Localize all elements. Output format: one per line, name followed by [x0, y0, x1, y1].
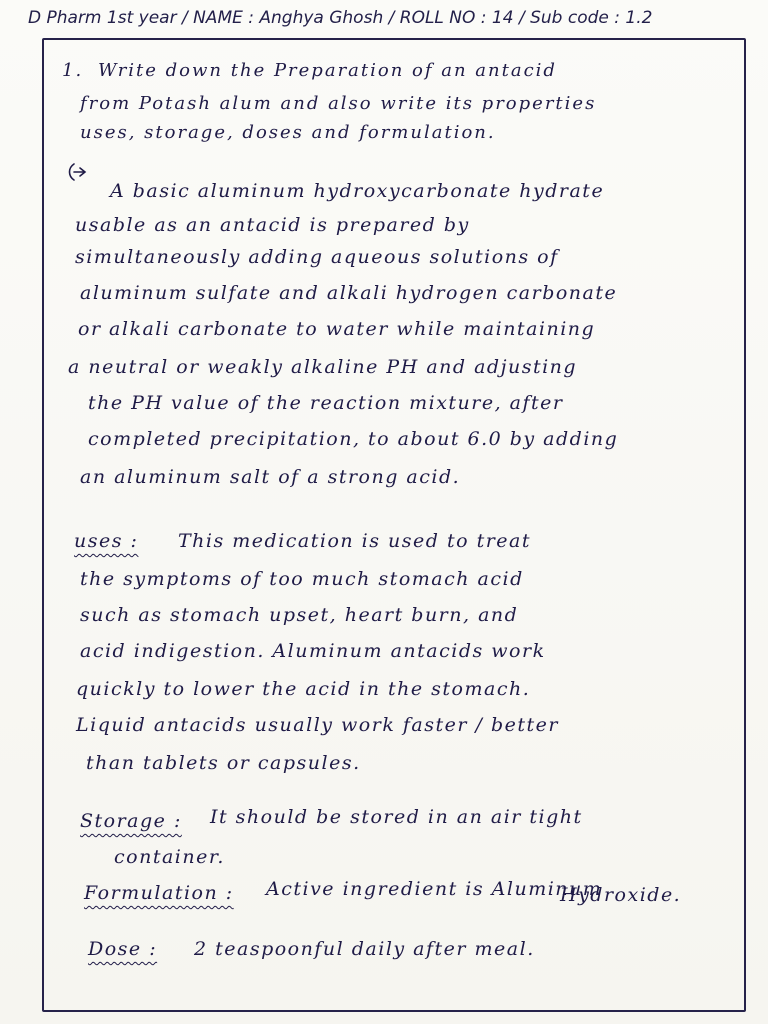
- question-number: 1.: [62, 60, 84, 81]
- uses-line: acid indigestion. Aluminum antacids work: [80, 640, 546, 662]
- answer-line: the PH value of the reaction mixture, after: [88, 392, 564, 414]
- answer-line: or alkali carbonate to water while maintaining: [78, 318, 596, 340]
- uses-label: uses :: [74, 530, 139, 552]
- answer-line: A basic aluminum hydroxycarbonate hydrate: [110, 180, 605, 202]
- formulation-line: Active ingredient is Aluminum: [266, 878, 603, 900]
- storage-line: It should be stored in an air tight: [210, 806, 583, 828]
- question-line: uses, storage, doses and formulation.: [80, 122, 496, 143]
- formulation-line: Hydroxide.: [560, 884, 682, 906]
- uses-line: Liquid antacids usually work faster / better: [76, 714, 559, 736]
- answer-line: a neutral or weakly alkaline PH and adjusting: [68, 356, 578, 378]
- formulation-label: Formulation :: [84, 882, 234, 904]
- uses-line: This medication is used to treat: [178, 530, 532, 552]
- answer-line: an aluminum salt of a strong acid.: [80, 466, 461, 488]
- answer-line: aluminum sulfate and alkali hydrogen carbonate: [80, 282, 618, 304]
- page-header: D Pharm 1st year / NAME : Anghya Ghosh / ROLL NO : 14 / Sub code : 1.2: [28, 8, 653, 28]
- storage-line: container.: [114, 846, 225, 868]
- dose-line: 2 teaspoonful daily after meal.: [194, 938, 535, 960]
- storage-label: Storage :: [80, 810, 182, 832]
- uses-line: than tablets or capsules.: [86, 752, 361, 774]
- uses-line: such as stomach upset, heart burn, and: [80, 604, 519, 626]
- dose-label: Dose :: [88, 938, 158, 960]
- uses-line: quickly to lower the acid in the stomach.: [76, 678, 531, 700]
- answer-arrow-icon: [66, 162, 88, 184]
- answer-line: simultaneously adding aqueous solutions of: [75, 246, 559, 268]
- answer-line: completed precipitation, to about 6.0 by adding: [88, 428, 619, 450]
- answer-line: usable as an antacid is prepared by: [75, 214, 470, 236]
- question-line: Write down the Preparation of an antacid: [98, 60, 557, 81]
- question-line: from Potash alum and also write its properties: [80, 93, 597, 114]
- uses-line: the symptoms of too much stomach acid: [80, 568, 524, 590]
